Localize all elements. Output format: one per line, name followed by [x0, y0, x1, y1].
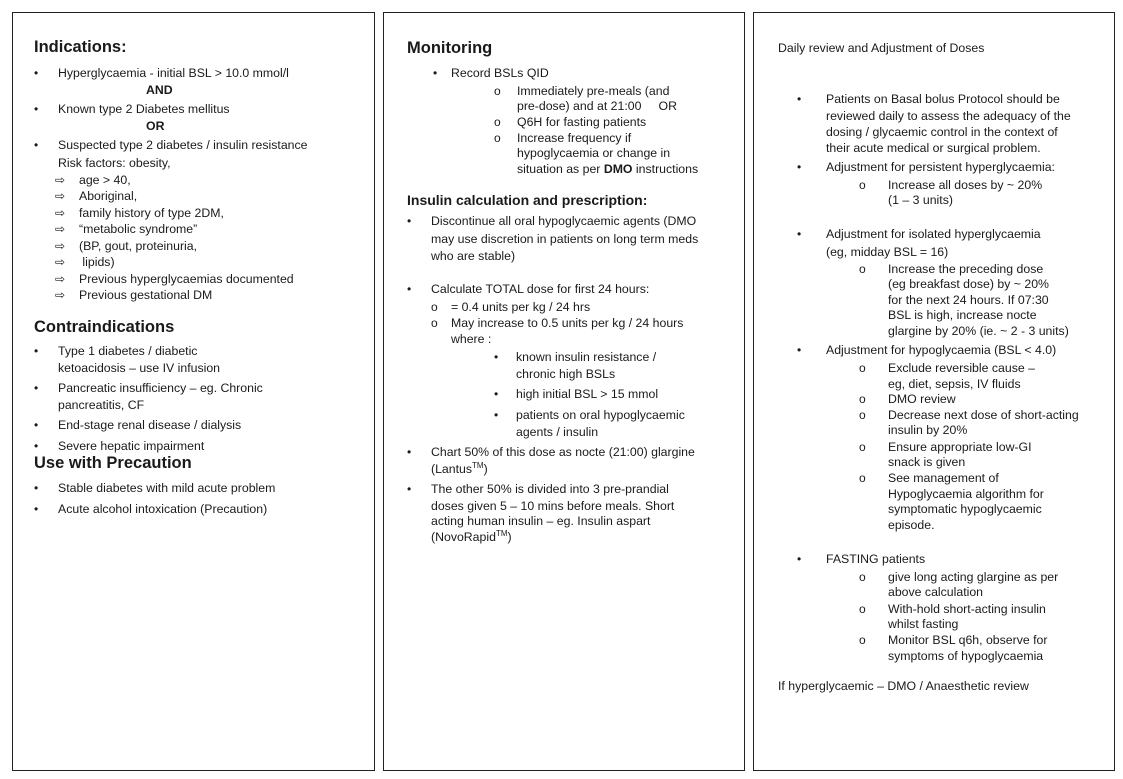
bullet: •: [34, 418, 39, 432]
circle-bullet: o: [859, 602, 866, 616]
fasting-monitor-cont: symptoms of hypoglycaemia: [888, 649, 1044, 663]
circle-bullet: o: [431, 300, 438, 314]
record-bsls-qid: Record BSLs QID: [451, 66, 549, 80]
isolated-line4: BSL is high, increase nocte: [888, 308, 1037, 322]
basal-bolus-line4: their acute medical or surgical problem.: [826, 141, 1041, 155]
criteria-oral-agents: patients on oral hypoglycaemic: [516, 408, 685, 422]
contraindications-heading: Contraindications: [34, 318, 175, 336]
arrow-icon: ⇨: [55, 272, 66, 286]
isolated-hyper-eg: (eg, midday BSL = 16): [826, 245, 949, 259]
persistent-increase: Increase all doses by ~ 20%: [888, 178, 1043, 192]
arrow-icon: ⇨: [55, 288, 66, 302]
criteria-oral-agents-cont: agents / insulin: [516, 425, 599, 439]
precaution-stable: Stable diabetes with mild acute problem: [58, 481, 276, 495]
contraindication-renal: End-stage renal disease / dialysis: [58, 418, 242, 432]
arrow-icon: ⇨: [55, 255, 66, 269]
risk-factor: family history of type 2DM,: [79, 206, 224, 220]
monitoring-increase-cont: hypoglycaemia or change in: [517, 146, 671, 160]
other-50-line3: acting human insulin – eg. Insulin aspart: [431, 514, 651, 528]
hypo-snack: Ensure appropriate low-GI: [888, 440, 1032, 454]
daily-review-panel: [753, 12, 1115, 771]
fasting-glargine: give long acting glargine as per: [888, 570, 1059, 584]
other-50-line2: doses given 5 – 10 mins before meals. Short: [431, 499, 675, 513]
bullet: •: [34, 138, 39, 152]
bullet: •: [34, 502, 39, 516]
contraindication-pancreatic: Pancreatic insufficiency – eg. Chronic: [58, 381, 263, 395]
bullet: •: [797, 92, 802, 106]
bullet: •: [797, 343, 802, 357]
indications-panel: [12, 12, 375, 771]
indication-known-type2: Known type 2 Diabetes mellitus: [58, 102, 230, 116]
circle-bullet: o: [859, 633, 866, 647]
discontinue-line1: Discontinue all oral hypoglycaemic agents (DMO: [431, 214, 697, 228]
hypo-see-line4: episode.: [888, 518, 935, 532]
circle-bullet: o: [859, 361, 866, 375]
and-label: AND: [146, 83, 173, 97]
bullet: •: [494, 387, 499, 401]
risk-factors-label: Risk factors: obesity,: [58, 156, 171, 170]
chart-glargine: Chart 50% of this dose as nocte (21:00) glargine: [431, 445, 695, 459]
calculate-total: Calculate TOTAL dose for first 24 hours:: [431, 282, 650, 296]
bullet: •: [407, 445, 412, 459]
circle-bullet: o: [859, 392, 866, 406]
bullet: •: [797, 160, 802, 174]
isolated-hyper: Adjustment for isolated hyperglycaemia: [826, 227, 1041, 241]
hypo-see-line2: Hypoglycaemia algorithm for: [888, 487, 1044, 501]
discontinue-line3: who are stable): [431, 249, 516, 263]
monitoring-increase: Increase frequency if: [517, 131, 632, 145]
isolated-line1: Increase the preceding dose: [888, 262, 1044, 276]
bullet: •: [34, 439, 39, 453]
indication-hyperglycaemia: Hyperglycaemia - initial BSL > 10.0 mmol/l: [58, 66, 289, 80]
arrow-icon: ⇨: [55, 222, 66, 236]
footer-review-note: If hyperglycaemic – DMO / Anaesthetic review: [778, 679, 1029, 693]
bullet: •: [433, 66, 438, 80]
criteria-resistance-cont: chronic high BSLs: [516, 367, 616, 381]
fasting-withhold-cont: whilst fasting: [888, 617, 959, 631]
bullet: •: [797, 227, 802, 241]
fasting-glargine-cont: above calculation: [888, 585, 984, 599]
risk-factor: Previous gestational DM: [79, 288, 213, 302]
indications-heading: Indications:: [34, 38, 127, 56]
circle-bullet: o: [859, 178, 866, 192]
indication-suspected: Suspected type 2 diabetes / insulin resistance: [58, 138, 308, 152]
circle-bullet: o: [494, 84, 501, 98]
hypo-decrease-cont: insulin by 20%: [888, 423, 968, 437]
dose-where: where :: [451, 332, 492, 346]
hypo-exclude-eg: eg, diet, sepsis, IV fluids: [888, 377, 1021, 391]
persistent-hyper: Adjustment for persistent hyperglycaemia:: [826, 160, 1055, 174]
discontinue-line2: may use discretion in patients on long term meds: [431, 232, 699, 246]
bullet: •: [407, 482, 412, 496]
basal-bolus-line2: reviewed daily to assess the adequacy of the: [826, 109, 1071, 123]
circle-bullet: o: [431, 316, 438, 330]
fasting-monitor: Monitor BSL q6h, observe for: [888, 633, 1048, 647]
bullet: •: [34, 344, 39, 358]
circle-bullet: o: [494, 115, 501, 129]
precaution-alcohol: Acute alcohol intoxication (Precaution): [58, 502, 268, 516]
contraindication-type1: Type 1 diabetes / diabetic: [58, 344, 198, 358]
criteria-resistance: known insulin resistance /: [516, 350, 657, 364]
monitoring-premeals: Immediately pre-meals (and: [517, 84, 670, 98]
or-label: OR: [146, 119, 165, 133]
risk-factor: “metabolic syndrome”: [79, 222, 198, 236]
bullet: •: [797, 552, 802, 566]
other-50-line1: The other 50% is divided into 3 pre-prandial: [431, 482, 669, 496]
fasting-patients: FASTING patients: [826, 552, 926, 566]
chart-glargine-lantus: (Lantus™): [431, 460, 488, 476]
arrow-icon: ⇨: [55, 206, 66, 220]
circle-bullet: o: [859, 262, 866, 276]
bullet: •: [34, 66, 39, 80]
basal-bolus-line1: Patients on Basal bolus Protocol should be: [826, 92, 1060, 106]
bullet: •: [407, 282, 412, 296]
precaution-heading: Use with Precaution: [34, 454, 192, 472]
persistent-units: (1 – 3 units): [888, 193, 953, 207]
risk-factor: (BP, gout, proteinuria,: [79, 239, 198, 253]
risk-factor: Aboriginal,: [79, 189, 138, 203]
monitoring-q6h: Q6H for fasting patients: [517, 115, 647, 129]
circle-bullet: o: [859, 408, 866, 422]
isolated-line5: glargine by 20% (ie. ~ 2 - 3 units): [888, 324, 1069, 338]
monitoring-dmo-line: situation as per DMO instructions: [517, 162, 699, 176]
fasting-withhold: With-hold short-acting insulin: [888, 602, 1046, 616]
bullet: •: [494, 350, 499, 364]
hypo-see-line3: symptomatic hypoglycaemic: [888, 502, 1042, 516]
circle-bullet: o: [859, 471, 866, 485]
hypo-adjustment: Adjustment for hypoglycaemia (BSL < 4.0): [826, 343, 1057, 357]
hypo-snack-cont: snack is given: [888, 455, 966, 469]
isolated-line3: for the next 24 hours. If 07:30: [888, 293, 1049, 307]
other-50-novorapid: (NovoRapid™): [431, 528, 512, 544]
dose-0-5: May increase to 0.5 units per kg / 24 hours: [451, 316, 684, 330]
contraindication-type1-cont: ketoacidosis – use IV infusion: [58, 361, 221, 375]
circle-bullet: o: [859, 570, 866, 584]
circle-bullet: o: [859, 440, 866, 454]
circle-bullet: o: [494, 131, 501, 145]
daily-review-title: Daily review and Adjustment of Doses: [778, 41, 985, 55]
dose-0-4: = 0.4 units per kg / 24 hrs: [451, 300, 591, 314]
hypo-exclude: Exclude reversible cause –: [888, 361, 1035, 375]
arrow-icon: ⇨: [55, 173, 66, 187]
hypo-decrease: Decrease next dose of short-acting: [888, 408, 1079, 422]
monitoring-predose: pre-dose) and at 21:00 OR: [517, 99, 677, 113]
criteria-high-bsl: high initial BSL > 15 mmol: [516, 387, 659, 401]
bullet: •: [34, 381, 39, 395]
contraindication-pancreatic-cont: pancreatitis, CF: [58, 398, 145, 412]
risk-factor: Previous hyperglycaemias documented: [79, 272, 294, 286]
bullet: •: [34, 102, 39, 116]
hypo-see: See management of: [888, 471, 999, 485]
risk-factor: age > 40,: [79, 173, 131, 187]
arrow-icon: ⇨: [55, 189, 66, 203]
risk-factor: lipids): [79, 255, 115, 269]
isolated-line2: (eg breakfast dose) by ~ 20%: [888, 277, 1049, 291]
contraindication-hepatic: Severe hepatic impairment: [58, 439, 205, 453]
hypo-dmo-review: DMO review: [888, 392, 956, 406]
arrow-icon: ⇨: [55, 239, 66, 253]
basal-bolus-line3: dosing / glycaemic control in the context of: [826, 125, 1058, 139]
monitoring-heading: Monitoring: [407, 39, 493, 57]
bullet: •: [407, 214, 412, 228]
monitoring-panel: [383, 12, 745, 771]
bullet: •: [34, 481, 39, 495]
insulin-calc-heading: Insulin calculation and prescription:: [407, 192, 648, 208]
bullet: •: [494, 408, 499, 422]
